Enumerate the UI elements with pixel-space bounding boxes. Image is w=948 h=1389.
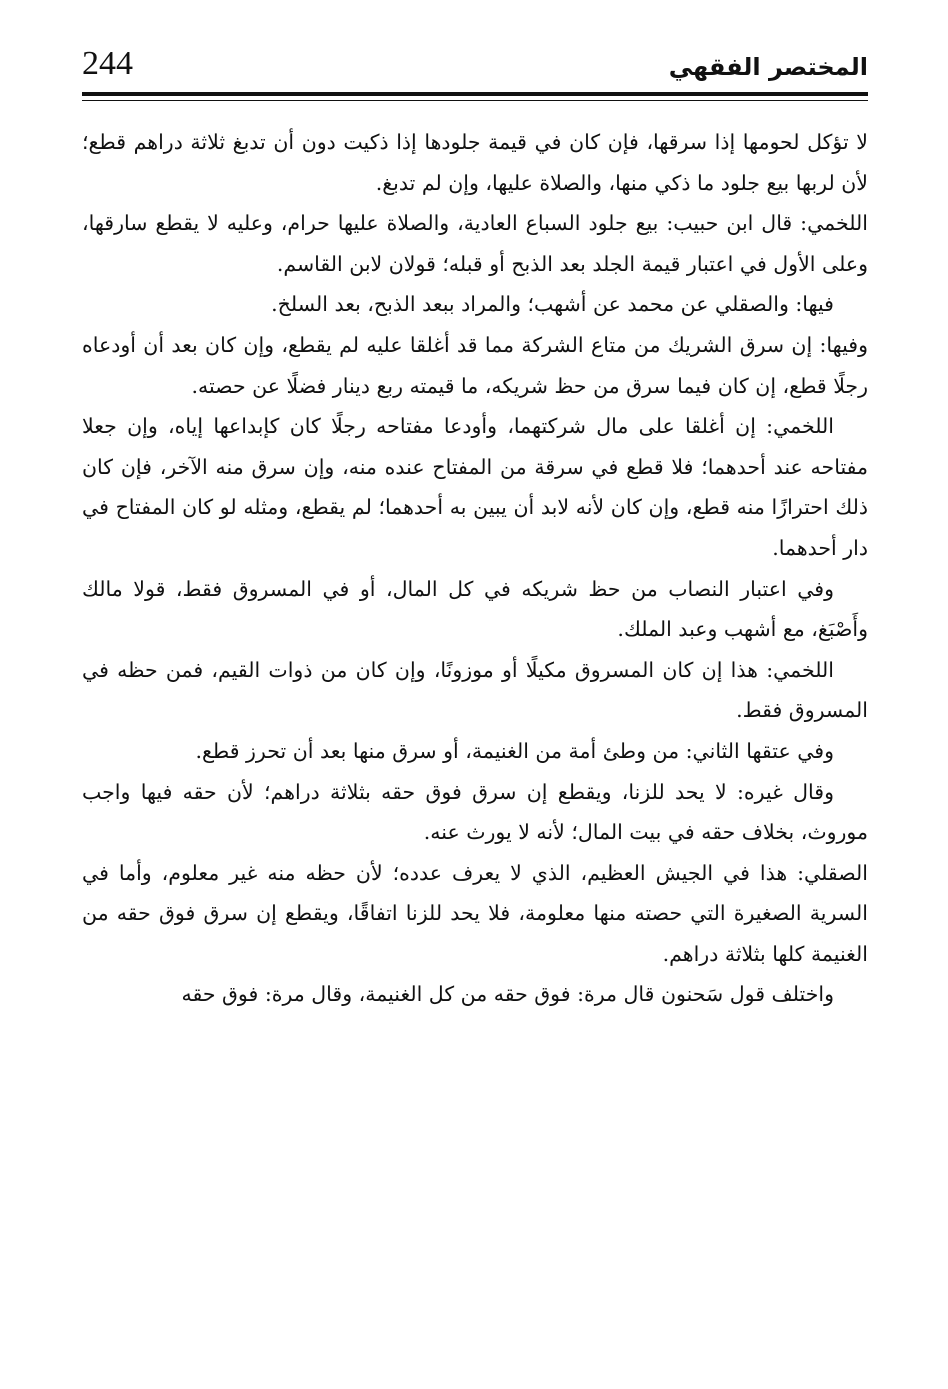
header-rule-thick — [82, 92, 868, 96]
paragraph: وفيها: إن سرق الشريك من متاع الشركة مما قد أغلقا عليه لم يقطع، وإن كان بعد أن أودعاه رجلًا قطع، إن كان فيما سرق من حظ شريكه، ما قيمته ربع دينار فضلًا عن حصته. — [82, 332, 868, 398]
paragraph: اللخمي: إن أغلقا على مال شركتهما، وأودعا مفتاحه رجلًا كان كإبداعها إياه، وإن جعلا مفتاحه عند أحدهما؛ فلا قطع في سرقة من المفتاح عنده منه، وإن سرق منه الآخر، فإن كان ذلك احترازًا منه قطع، وإن كان لأنه لابد أن يبين به أحدهما؛ لم يقطع، ومثله لو كان المفتاح في دار أحدهما. — [82, 414, 868, 560]
paragraph: لا تؤكل لحومها إذا سرقها، فإن كان في قيمة جلودها إذا ذكيت دون أن تدبغ ثلاثة دراهم قطع؛ لأن لربها بيع جلود ما ذكي منها، والصلاة عليها، وإن لم تدبغ. — [82, 130, 868, 195]
paragraph: فيها: والصقلي عن محمد عن أشهب؛ والمراد ببعد الذبح، بعد السلخ. — [271, 292, 834, 317]
body-text — [82, 122, 868, 1015]
page-number: 244 — [82, 45, 133, 82]
book-title: المختصر الفقهي — [668, 53, 868, 81]
header-rule-thin — [82, 100, 868, 101]
paragraph: وقال غيره: لا يحد للزنا، ويقطع إن سرق فوق حقه بثلاثة دراهم؛ لأن حقه فيها واجب موروث، بخلاف حقه في بيت المال؛ لأنه لا يورث عنه. — [82, 779, 868, 845]
paragraph: اللخمي: هذا إن كان المسروق مكيلًا أو موزونًا، وإن كان من ذوات القيم، فمن حظه في المسروق فقط. — [82, 657, 868, 723]
paragraph: اللخمي: قال ابن حبيب: بيع جلود السباع العادية، والصلاة عليها حرام، وعليه لا يقطع سارقها، وعلى الأول في اعتبار قيمة الجلد بعد الذبح أو قبله؛ قولان لابن القاسم. — [82, 211, 868, 276]
paragraph: وفي اعتبار النصاب من حظ شريكه في كل المال، أو في المسروق فقط، قولا مالك وأَصْبَغ، مع أشهب وعبد الملك. — [82, 576, 868, 642]
running-head — [82, 44, 868, 96]
paragraph: الصقلي: هذا في الجيش العظيم، الذي لا يعرف عدده؛ لأن حظه منه غير معلوم، وأما في السرية الصغيرة التي حصته منها معلومة، فلا يحد للزنا اتفاقًا، ويقطع إن سرق فوق حقه من الغنيمة كلها بثلاثة دراهم. — [82, 860, 868, 966]
paragraph: واختلف قول سَحنون قال مرة: فوق حقه من كل الغنيمة، وقال مرة: فوق حقه — [181, 982, 834, 1007]
paragraph: وفي عتقها الثاني: من وطئ أمة من الغنيمة، أو سرق منها بعد أن تحرز قطع. — [195, 738, 834, 763]
